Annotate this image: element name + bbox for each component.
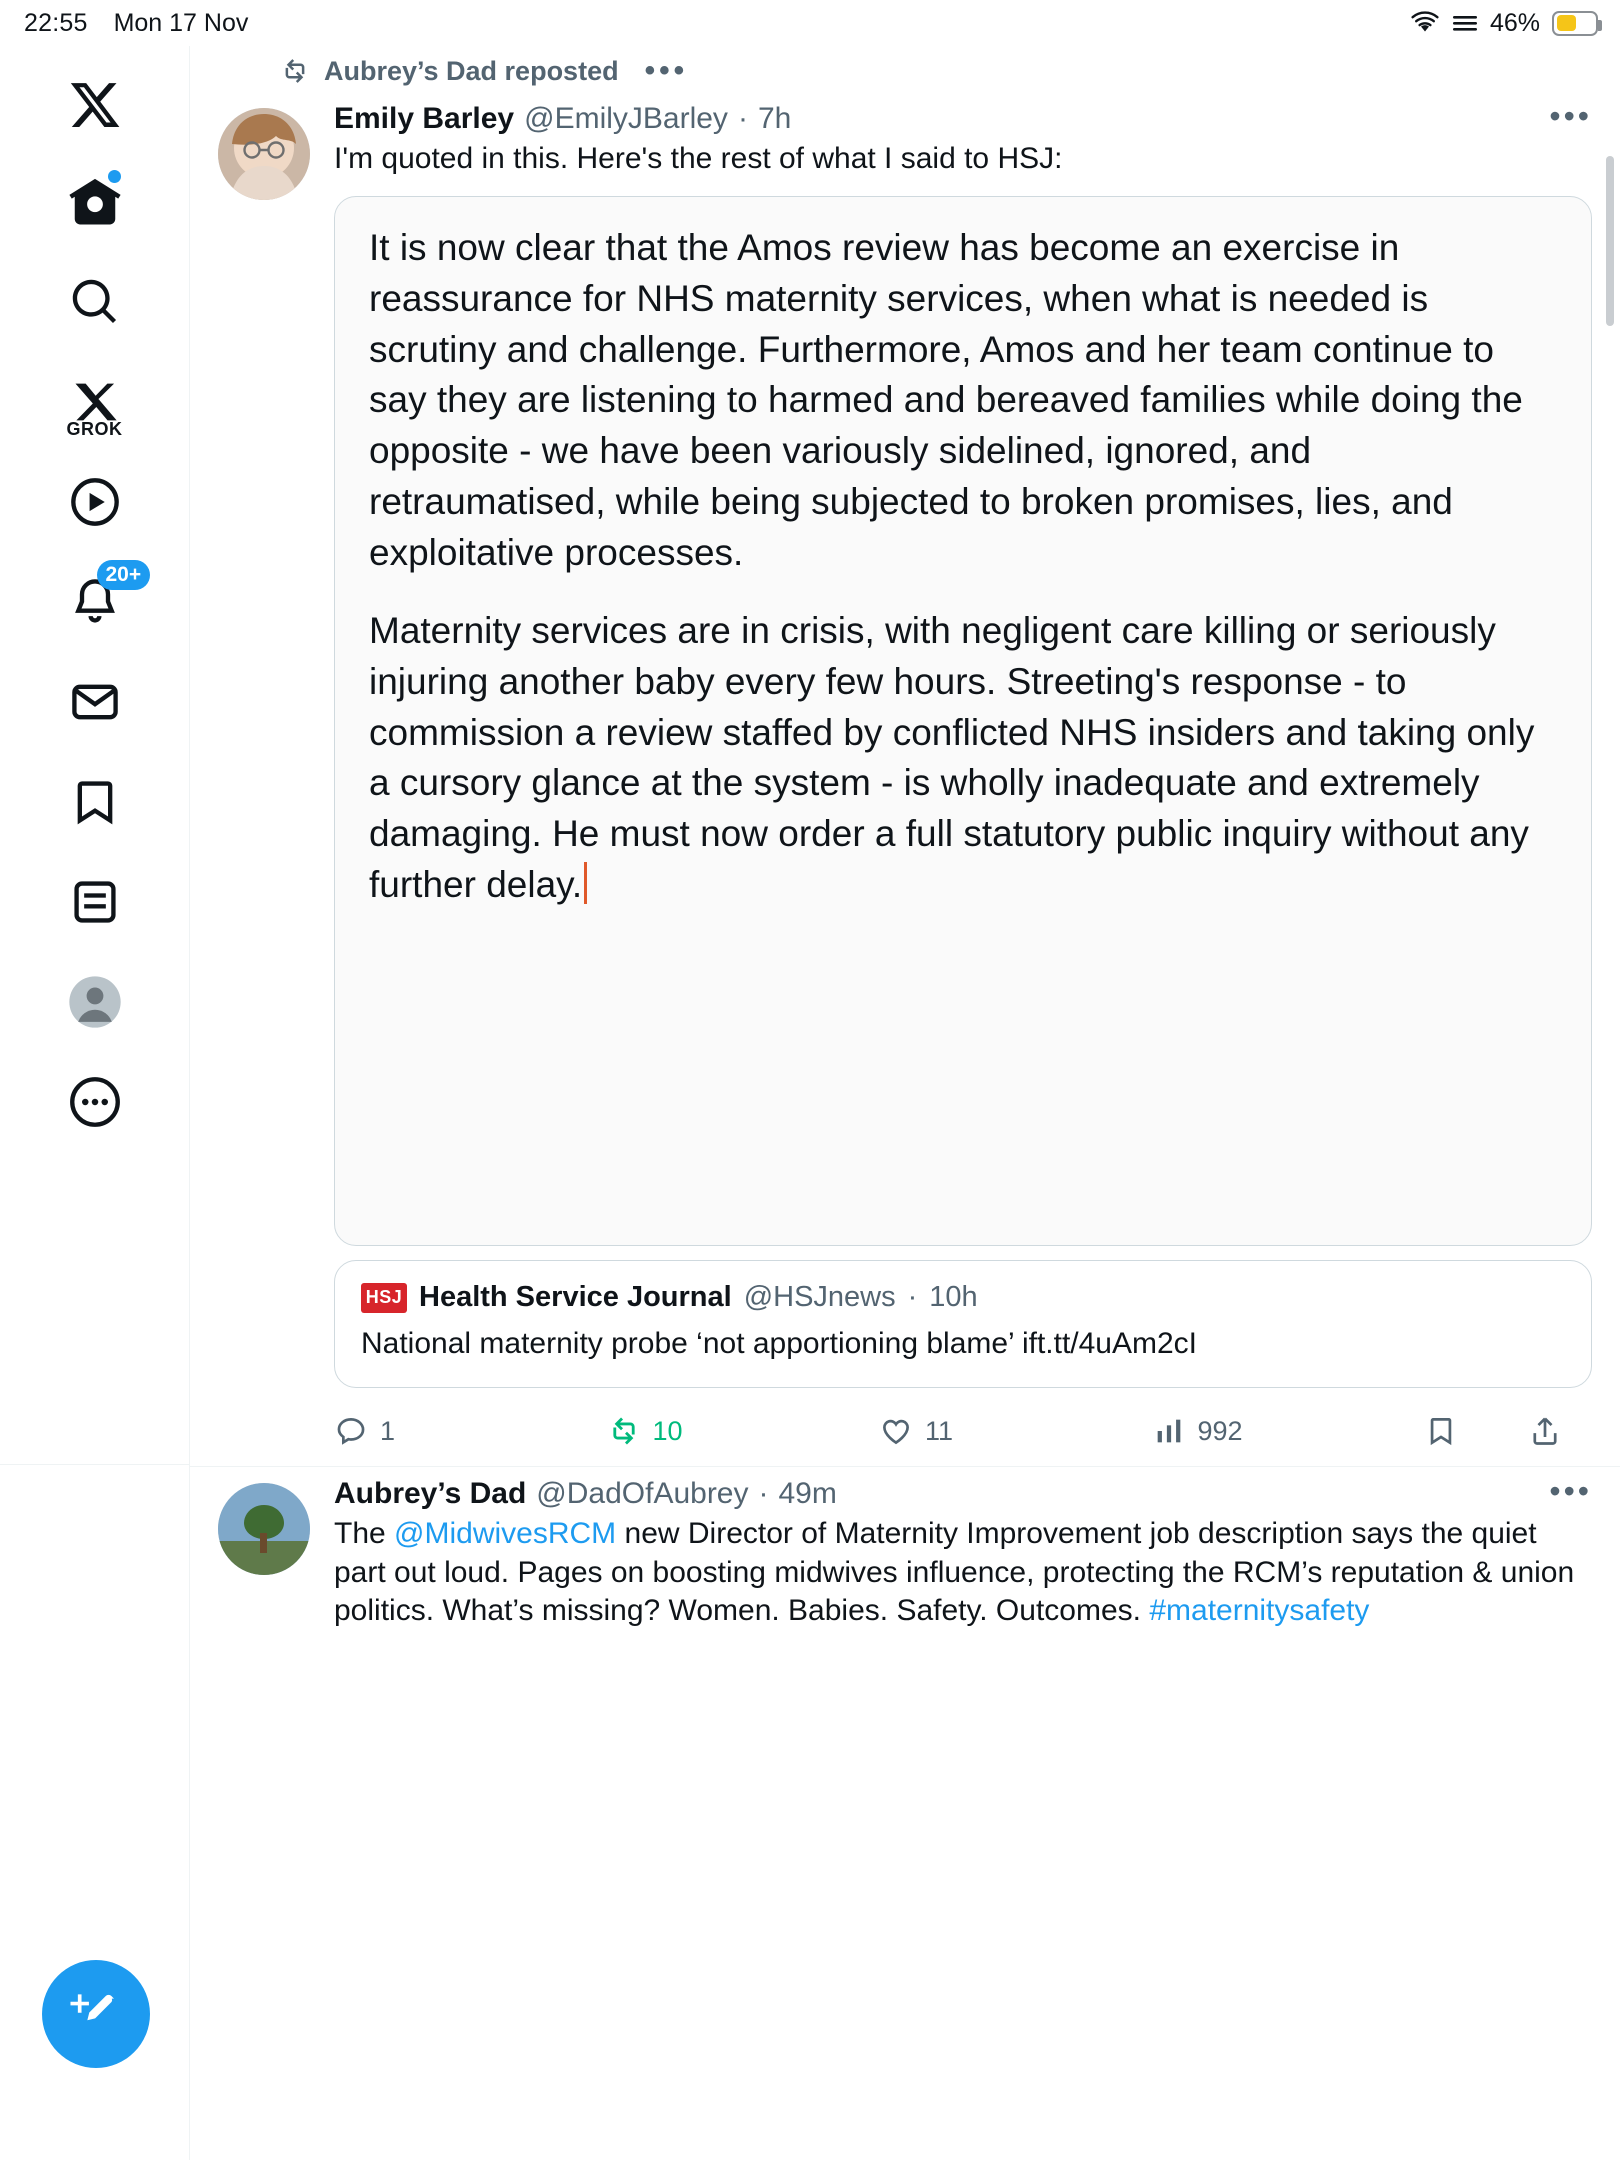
sidebar-item-search[interactable] bbox=[47, 254, 143, 350]
home-unread-dot bbox=[108, 170, 121, 183]
post-text bbox=[334, 1515, 1592, 1630]
quoted-post-card[interactable] bbox=[334, 1260, 1592, 1388]
x-logo-icon bbox=[68, 78, 122, 132]
bookmark-icon bbox=[69, 776, 121, 828]
timeline[interactable] bbox=[190, 46, 1620, 2160]
repost-button[interactable] bbox=[607, 1414, 880, 1448]
grok-label: GROK bbox=[66, 419, 123, 439]
search-icon bbox=[69, 276, 121, 328]
avatar[interactable] bbox=[218, 108, 310, 200]
long-text-card[interactable] bbox=[334, 196, 1592, 1246]
quoted-post-text: National maternity probe ‘not apportioning blame’ ift.tt/4uAm2cI bbox=[361, 1327, 1198, 1361]
quoted-author-name[interactable]: Health Service Journal bbox=[419, 1281, 732, 1314]
sidebar-item-home[interactable] bbox=[47, 154, 143, 250]
lists-icon bbox=[69, 876, 121, 928]
post-more-icon[interactable]: ••• bbox=[1549, 1473, 1592, 1510]
sidebar-item-profile[interactable] bbox=[47, 954, 143, 1050]
post-body bbox=[326, 98, 1592, 1466]
share-icon bbox=[1528, 1414, 1562, 1448]
grok-icon bbox=[69, 380, 121, 424]
sidebar-item-messages[interactable] bbox=[47, 654, 143, 750]
wifi-icon bbox=[1410, 11, 1440, 35]
hashtag-link[interactable]: #maternitysafety bbox=[1149, 1594, 1370, 1628]
compose-post-button[interactable] bbox=[42, 1960, 150, 2068]
repost-banner-text: Aubrey’s Dad reposted bbox=[324, 55, 619, 86]
avatar-column bbox=[218, 102, 326, 1466]
repost-count: 10 bbox=[652, 1415, 683, 1446]
sidebar-item-video[interactable] bbox=[47, 454, 143, 550]
sidebar bbox=[0, 46, 190, 2160]
sidebar-item-lists[interactable] bbox=[47, 854, 143, 950]
author-name[interactable]: Aubrey’s Dad bbox=[334, 1477, 527, 1511]
author-handle[interactable]: @DadOfAubrey bbox=[536, 1477, 749, 1511]
notifications-badge: 20+ bbox=[97, 560, 151, 590]
post-more-icon[interactable]: ••• bbox=[1549, 98, 1592, 134]
long-text-paragraph-1: It is now clear that the Amos review has become an exercise in reassurance for NHS maternity services, when what is needed is scrutiny and challenge. Furthermore, Amos and her team continue to say they are listening to harmed and bereaved families while doing the opposite - we have been variously sidelined, ignored, and retraumatised, while being subjected to broken promises, lies, and exploitative processes. bbox=[369, 227, 1523, 573]
separator: · bbox=[758, 1477, 769, 1511]
hsj-logo-icon: HSJ bbox=[361, 1283, 407, 1313]
status-bar bbox=[0, 0, 1620, 46]
status-date: Mon 17 Nov bbox=[113, 8, 249, 37]
sidebar-item-bookmarks[interactable] bbox=[47, 754, 143, 850]
quoted-timestamp: 10h bbox=[929, 1281, 978, 1314]
reply-icon bbox=[334, 1414, 368, 1448]
avatar-column bbox=[218, 1477, 326, 1630]
battery-percent: 46% bbox=[1489, 8, 1540, 37]
status-time: 22:55 bbox=[24, 8, 88, 37]
avatar-icon bbox=[67, 974, 123, 1030]
repost-more-icon[interactable]: ••• bbox=[644, 54, 689, 87]
sidebar-item-notifications[interactable] bbox=[47, 554, 143, 650]
text-caret bbox=[584, 862, 587, 904]
sidebar-item-more[interactable] bbox=[47, 1054, 143, 1150]
reply-count: 1 bbox=[380, 1415, 396, 1446]
views-count: 992 bbox=[1197, 1415, 1243, 1446]
reply-button[interactable] bbox=[334, 1414, 607, 1448]
share-button[interactable] bbox=[1528, 1414, 1562, 1448]
retweet-icon bbox=[607, 1414, 641, 1448]
like-count: 11 bbox=[925, 1415, 954, 1446]
sidebar-item-grok[interactable] bbox=[47, 354, 143, 450]
post-timestamp: 7h bbox=[757, 102, 792, 135]
analytics-icon bbox=[1152, 1414, 1186, 1448]
like-button[interactable] bbox=[879, 1414, 1152, 1448]
post-text-part-1: The bbox=[334, 1517, 395, 1551]
more-circle-icon bbox=[69, 1076, 121, 1128]
separator: · bbox=[737, 102, 748, 135]
mail-icon bbox=[69, 676, 121, 728]
home-icon bbox=[68, 175, 122, 229]
post-header bbox=[334, 1473, 1592, 1511]
app-body bbox=[0, 46, 1620, 2160]
post-timestamp: 49m bbox=[778, 1477, 837, 1511]
post-text-part-2: new Director of Maternity Improvement job description says the quiet part out loud. Pages on boosting midwives influence, protecting the RCM’s reputation & union politics. What’s missing? Women. Babies. Safety. Outcomes. bbox=[334, 1517, 1575, 1628]
post-text: I'm quoted in this. Here's the rest of what I said to HSJ: bbox=[334, 142, 1063, 175]
post-aubreys-dad[interactable] bbox=[190, 1467, 1620, 1630]
battery-icon bbox=[1552, 11, 1598, 36]
long-text-paragraph-2 bbox=[369, 606, 1557, 910]
mention-link[interactable]: @MidwivesRCM bbox=[394, 1517, 617, 1551]
avatar[interactable] bbox=[218, 1483, 310, 1575]
heart-icon bbox=[879, 1414, 913, 1448]
post-body bbox=[326, 1473, 1592, 1630]
post-header bbox=[334, 98, 1592, 136]
quoted-author-handle[interactable]: @HSJnews bbox=[743, 1281, 896, 1314]
repost-banner bbox=[190, 46, 1620, 92]
author-name[interactable]: Emily Barley bbox=[334, 102, 515, 135]
status-indicators bbox=[1410, 0, 1598, 46]
author-handle[interactable]: @EmilyJBarley bbox=[524, 102, 728, 135]
quoted-separator: · bbox=[907, 1281, 918, 1314]
quoted-post-header bbox=[361, 1281, 1565, 1314]
cellular-bars-icon bbox=[1452, 12, 1478, 34]
post-emily-barley[interactable] bbox=[190, 92, 1620, 1466]
post-actions bbox=[334, 1414, 1592, 1448]
retweet-icon bbox=[280, 56, 310, 86]
long-text-paragraph-2-text: Maternity services are in crisis, with negligent care killing or seriously injuring another baby every few hours. Streeting's response - to commission a review staffed by conflicted NHS insiders and taking only a cursory glance at the system - is wholly inadequate and extremely damaging. He must now order a full statutory public inquiry without any further delay. bbox=[369, 610, 1535, 905]
sidebar-item-x-logo[interactable] bbox=[47, 60, 143, 150]
sidebar-divider bbox=[0, 1464, 189, 1465]
video-icon bbox=[69, 476, 121, 528]
compose-icon bbox=[70, 1988, 122, 2040]
bookmark-button[interactable] bbox=[1424, 1414, 1458, 1448]
bookmark-icon bbox=[1424, 1414, 1458, 1448]
views-button[interactable] bbox=[1152, 1414, 1425, 1448]
